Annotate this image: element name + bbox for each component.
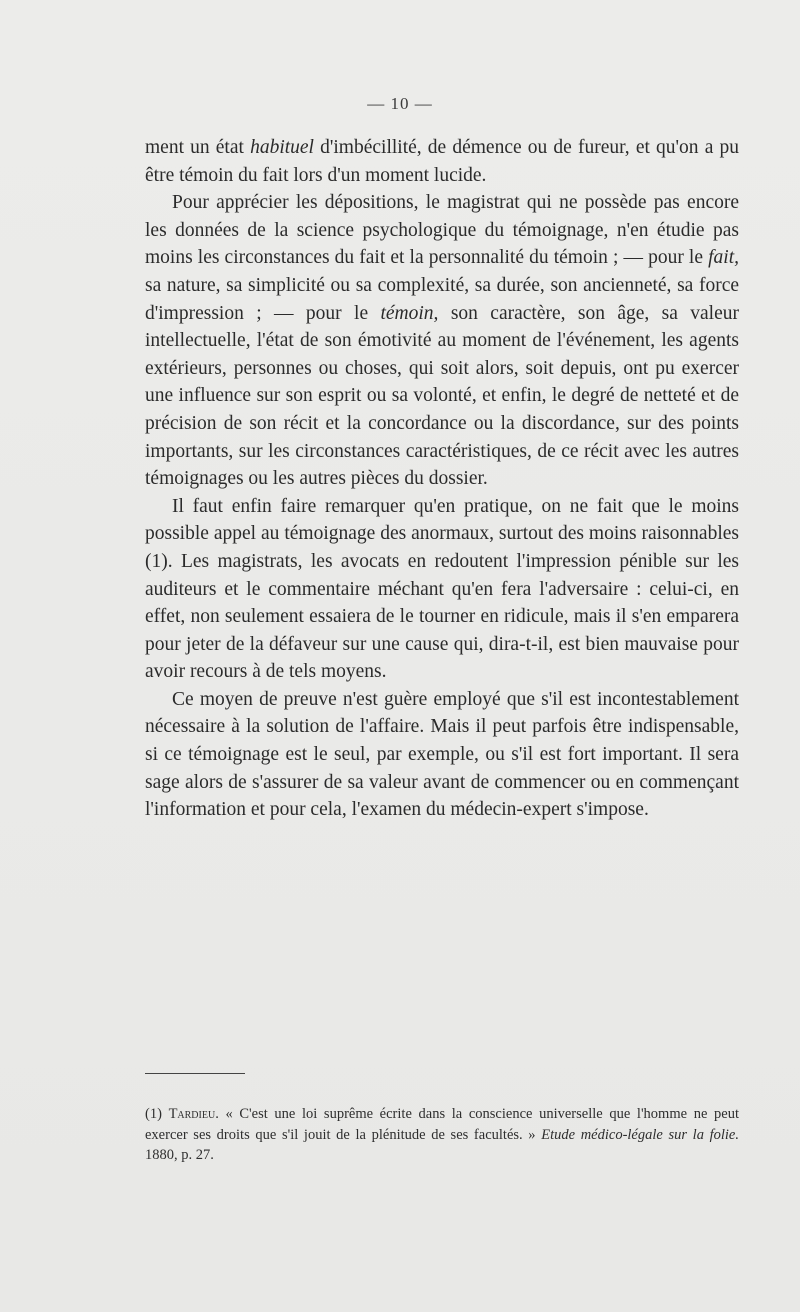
- footnote-marker: (1): [145, 1106, 169, 1122]
- body-text: [145, 134, 739, 824]
- paragraph-2-text-c: son caractère, son âge, sa valeur intellectuelle, l'état de son émotivité au moment de l'événement, les agents extérieurs, personnes ou choses, qui soit alors, soit depuis, ont pu exercer une influence sur son esprit ou sa volonté, et enfin, le degré de netteté et de précision de son récit et la concordance ou la discordance, sur des points importants, sur les circonstances caractéristiques, de ce récit avec les autres témoignages ou les autres pièces du dossier.: [145, 302, 740, 490]
- paragraph-1-text-b: d'imbécillité, de démence ou de fureur, et qu'on a pu être témoin du fait lors d'un moment lucide.: [145, 137, 739, 186]
- footnote-author: Tardieu.: [168, 1106, 219, 1122]
- paragraph-2-emphasis-temoin: témoin,: [380, 302, 439, 324]
- footnote-citation: 1880, p. 27.: [145, 1147, 214, 1163]
- paragraph-2-text-a: Pour apprécier les dépositions, le magistrat qui ne possède pas encore les données de la science psychologique du témoignage, n'en étudie pas moins les circonstances du fait et la personnalité du témoin ; — pour le: [145, 192, 739, 269]
- paragraph-2-text-b: sa nature, sa simplicité ou sa complexité, sa durée, son ancienneté, sa force d'impression ; — pour le: [145, 274, 739, 324]
- paragraph-3: Il faut enfin faire remarquer qu'en pratique, on ne fait que le moins possible appel au témoignage des anormaux, surtout des moins raisonnables (1). Les magistrats, les avocats en redoutent l'impression pénible sur les auditeurs et le commentaire méchant qu'en fera l'adversaire : celui-ci, en effet, non seulement essaiera de le tourner en ridicule, mais il s'en emparera pour jeter de la défaveur sur une cause qui, dira-t-il, est bien mauvaise pour avoir recours à de tels moyens.: [145, 495, 739, 683]
- paragraph-2-emphasis-fait: fait,: [708, 247, 739, 269]
- paragraph-2: [145, 189, 739, 493]
- footnote-quote: « C'est une loi suprême écrite dans la conscience universelle que l'homme ne peut exercer ses droits que s'il jouit de la plénitude de ses facultés. »: [145, 1106, 739, 1143]
- page-number: — 10 —: [367, 94, 433, 113]
- footnote-divider: [145, 1073, 245, 1074]
- paragraph-1: [145, 134, 739, 189]
- paragraph-1-emphasis: habituel: [250, 137, 314, 158]
- paragraph-4: Ce moyen de preuve n'est guère employé que s'il est incontestablement nécessaire à la solution de l'affaire. Mais il peut parfois être indispensable, si ce témoignage est le seul, par exemple, ou s'il est fort important. Il sera sage alors de s'assurer de sa valeur avant de commencer ou en commençant l'information et pour cela, l'examen du médecin-expert s'impose.: [145, 688, 739, 821]
- footnote: [145, 1104, 739, 1166]
- footnote-title: Etude médico-légale sur la folie.: [541, 1126, 739, 1143]
- paragraph-1-text-a: ment un état: [145, 137, 251, 158]
